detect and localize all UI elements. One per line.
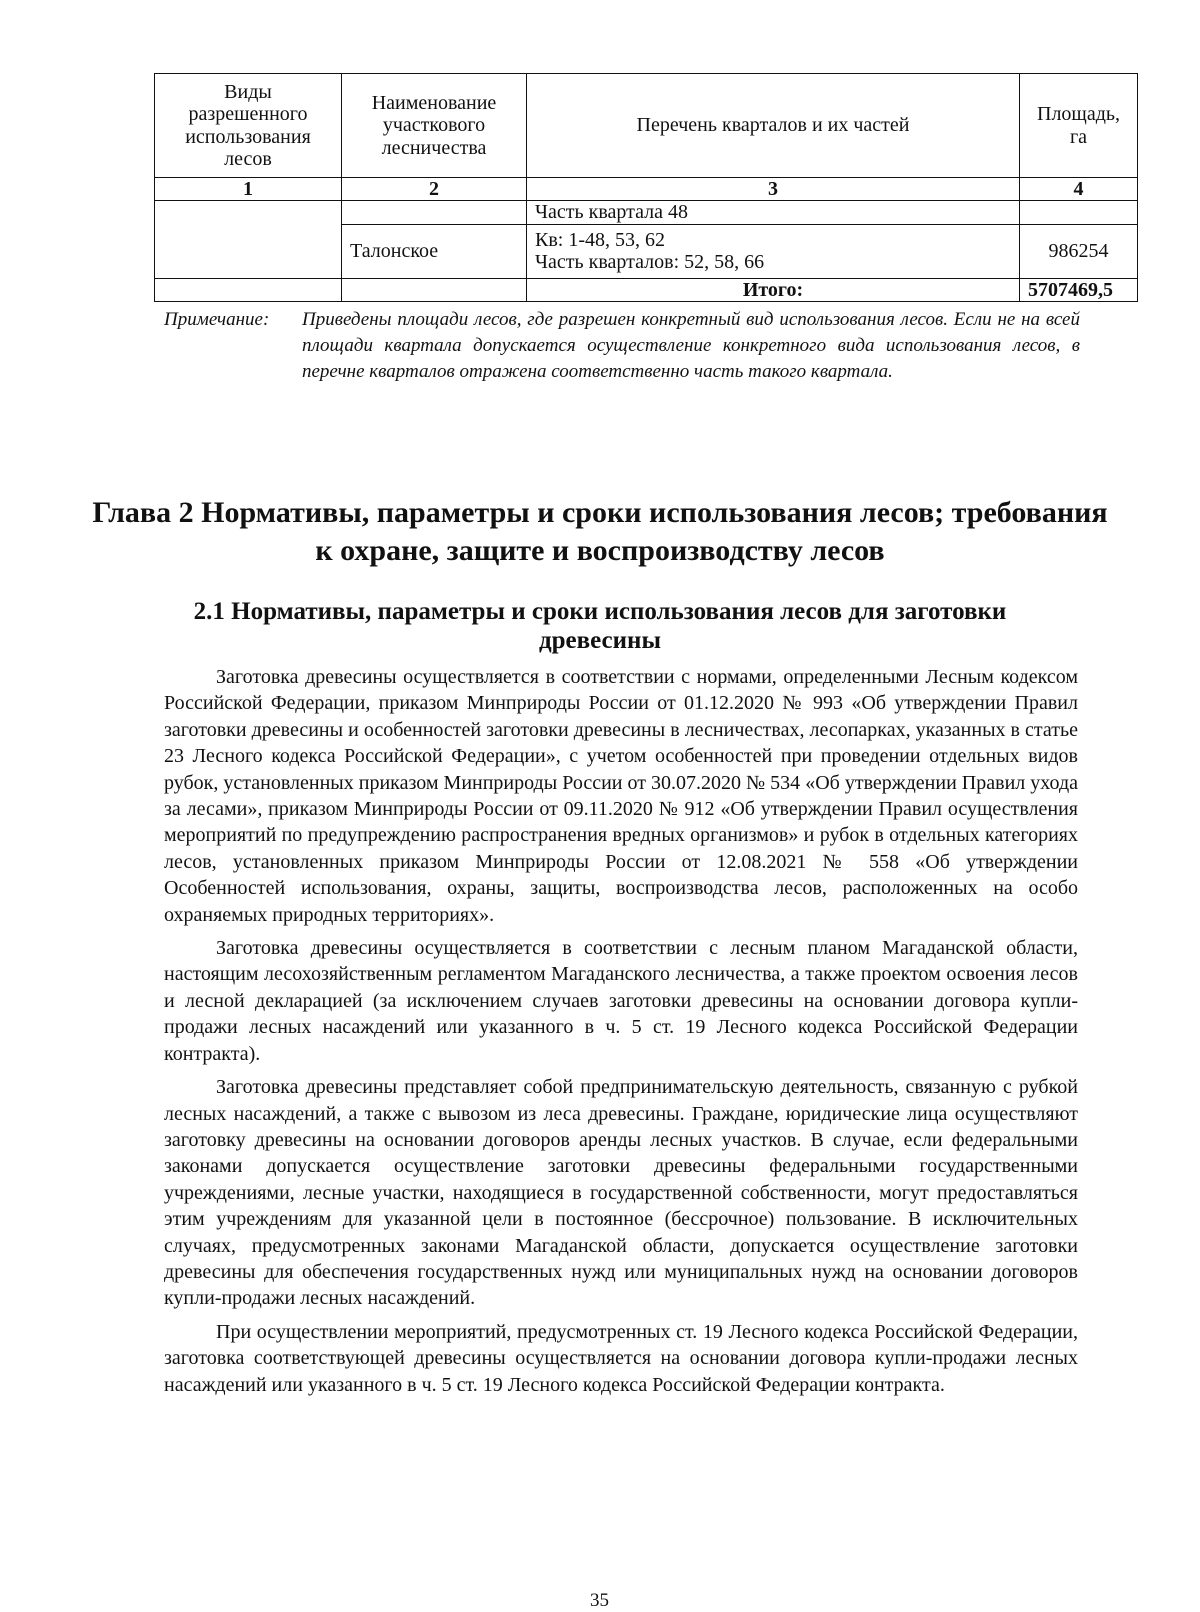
note-text: Приведены площади лесов, где разрешен конкретный вид использования лесов. Если не на всей площади квартала допускается осуществление конкретного вида использования лесов, в перечне кварталов отражена соответственно часть такого квартала. — [302, 309, 1080, 382]
col-number: 1 — [155, 178, 342, 201]
table-cell-empty — [342, 201, 527, 224]
col-number: 2 — [342, 178, 527, 201]
section-title: 2.1 Нормативы, параметры и сроки использования лесов для заготовки древесины — [193, 598, 1007, 654]
col-header-use-type: Виды разрешенного использования лесов — [155, 74, 342, 178]
forest-use-table — [154, 73, 1138, 302]
paragraph: При осуществлении мероприятий, предусмотренных ст. 19 Лесного кодекса Российской Федерации, заготовка соответствующей древесины осуществляется на основании договора купли-продажи лесных насаждений или указанного в ч. 5 ст. 19 Лесного кодекса Российской Федерации контракта. — [164, 1320, 1078, 1396]
chapter-title: Глава 2 Нормативы, параметры и сроки использования лесов; требования к охране, защите и воспроизводству лесов — [92, 496, 1108, 567]
total-label: Итого: — [527, 278, 1020, 301]
col-header-blocks: Перечень кварталов и их частей — [527, 74, 1020, 178]
table-cell-blocks: Часть квартала 48 — [527, 201, 1020, 224]
table-cell-empty — [155, 278, 342, 301]
body-text — [164, 664, 1078, 1405]
page-number: 35 — [590, 1590, 609, 1611]
col-header-area: Площадь, га — [1020, 74, 1138, 178]
blocks-line: Кв: 1-48, 53, 62 — [535, 228, 665, 251]
paragraph: Заготовка древесины представляет собой предпринимательскую деятельность, связанную с рубкой лесных насаждений, а также с вывозом из леса древесины. Граждане, юридические лица осуществляют заготовку древесины на основании договоров аренды лесных участков. В случае, если федеральными законами допускается осуществление заготовки древесины федеральными государственными учреждениями, лесные участки, находящиеся в государственной собственности, могут предоставляться этим учреждениям для указанной цели в постоянное (бессрочное) пользование. В исключительных случаях, предусмотренных законами Магаданской области, допускается осуществление заготовки древесины для обеспечения государственных нужд или муниципальных нужд на основании договоров купли-продажи лесных насаждений. — [164, 1076, 1078, 1310]
table-cell-empty — [342, 278, 527, 301]
paragraph: Заготовка древесины осуществляется в соответствии с лесным планом Магаданской области, настоящим лесохозяйственным регламентом Магаданского лесничества, а также проектом освоения лесов и лесной декларацией (за исключением случаев заготовки древесины на основании договора купли-продажи лесных насаждений или указанного в ч. 5 ст. 19 Лесного кодекса Российской Федерации контракта). — [164, 937, 1078, 1065]
table-cell-empty — [155, 201, 342, 278]
total-value: 5707469,5 — [1020, 278, 1138, 301]
table-cell-area: 986254 — [1020, 224, 1138, 278]
paragraph: Заготовка древесины осуществляется в соответствии с нормами, определенными Лесным кодексом Российской Федерации, приказом Минприроды России от 01.12.2020 № 993 «Об утверждении Правил заготовки древесины и особенностей заготовки древесины в лесничествах, лесопарках, указанных в статье 23 Лесного кодекса Российской Федерации», с учетом особенностей при проведении отдельных видов рубок, установленных приказом Минприроды России от 30.07.2020 № 534 «Об утверждении Правил ухода за лесами», приказом Минприроды России от 09.11.2020 № 912 «Об утверждении Правил осуществления мероприятий по предупреждению распространения вредных организмов» и рубок в отдельных категориях лесов, установленных приказом Минприроды России от 12.08.2021 № 558 «Об утверждении Особенностей использования, охраны, защиты, воспроизводства лесов, расположенных на особо охраняемых природных территориях». — [164, 666, 1078, 926]
col-number: 4 — [1020, 178, 1138, 201]
blocks-line: Часть кварталов: 52, 58, 66 — [535, 251, 765, 274]
table-note — [164, 307, 1080, 385]
col-header-forestry: Наименование участкового лесничества — [342, 74, 527, 178]
col-number: 3 — [527, 178, 1020, 201]
table-cell-forestry: Талонское — [342, 224, 527, 278]
table-cell-empty — [1020, 201, 1138, 224]
table-cell-blocks — [527, 224, 1020, 278]
note-label: Примечание: — [164, 309, 270, 330]
